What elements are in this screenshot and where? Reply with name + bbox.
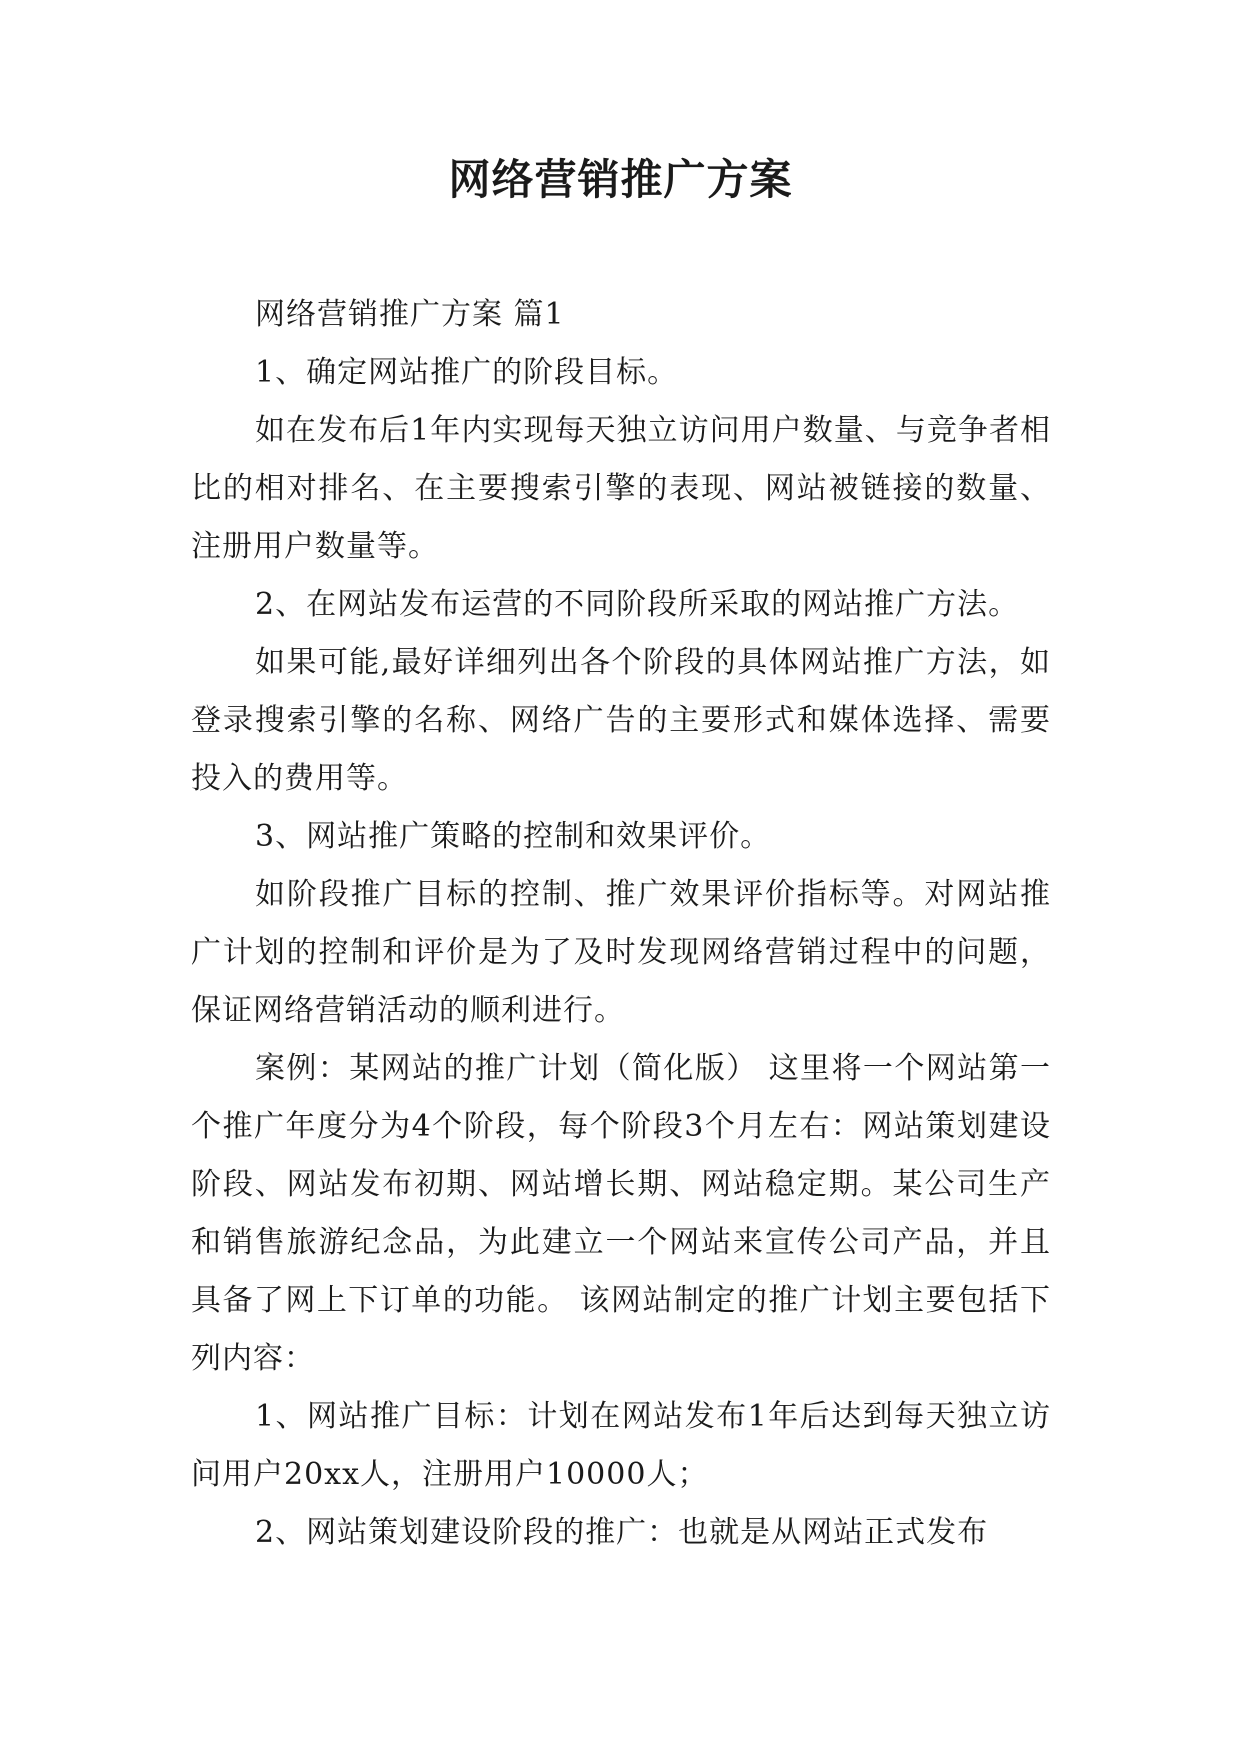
paragraph: 案例：某网站的推广计划（简化版） 这里将一个网站第一个推广年度分为4个阶段，每个阶段3个月左右：网站策划建设阶段、网站发布初期、网站增长期、网站稳定期。某公司生产和销售旅游纪念品，为此建立一个网站来宣传公司产品，并且具备了网上下订单的功能。 该网站制定的推广计划主要包括下列内容：: [191, 1051, 1051, 1376]
paragraph: 2、在网站发布运营的不同阶段所采取的网站推广方法。: [255, 587, 1020, 622]
paragraph: 1、网站推广目标：计划在网站发布1年后达到每天独立访问用户20xx人，注册用户10000人；: [191, 1399, 1051, 1492]
paragraph: 1、确定网站推广的阶段目标。: [255, 355, 679, 390]
paragraph: 如果可能,最好详细列出各个阶段的具体网站推广方法，如登录搜索引擎的名称、网络广告的主要形式和媒体选择、需要投入的费用等。: [191, 645, 1051, 796]
paragraph: 如在发布后1年内实现每天独立访问用户数量、与竞争者相比的相对排名、在主要搜索引擎的表现、网站被链接的数量、注册用户数量等。: [191, 413, 1051, 564]
paragraph: 3、网站推广策略的控制和效果评价。: [255, 819, 772, 854]
paragraph: 如阶段推广目标的控制、推广效果评价指标等。对网站推广计划的控制和评价是为了及时发现网络营销过程中的问题，保证网络营销活动的顺利进行。: [191, 877, 1051, 1028]
paragraph: 2、网站策划建设阶段的推广：也就是从网站正式发布: [255, 1515, 989, 1550]
section-heading: 网络营销推广方案 篇1: [255, 297, 565, 332]
document-title: 网络营销推广方案: [448, 155, 793, 204]
document-body: [191, 286, 1051, 1562]
